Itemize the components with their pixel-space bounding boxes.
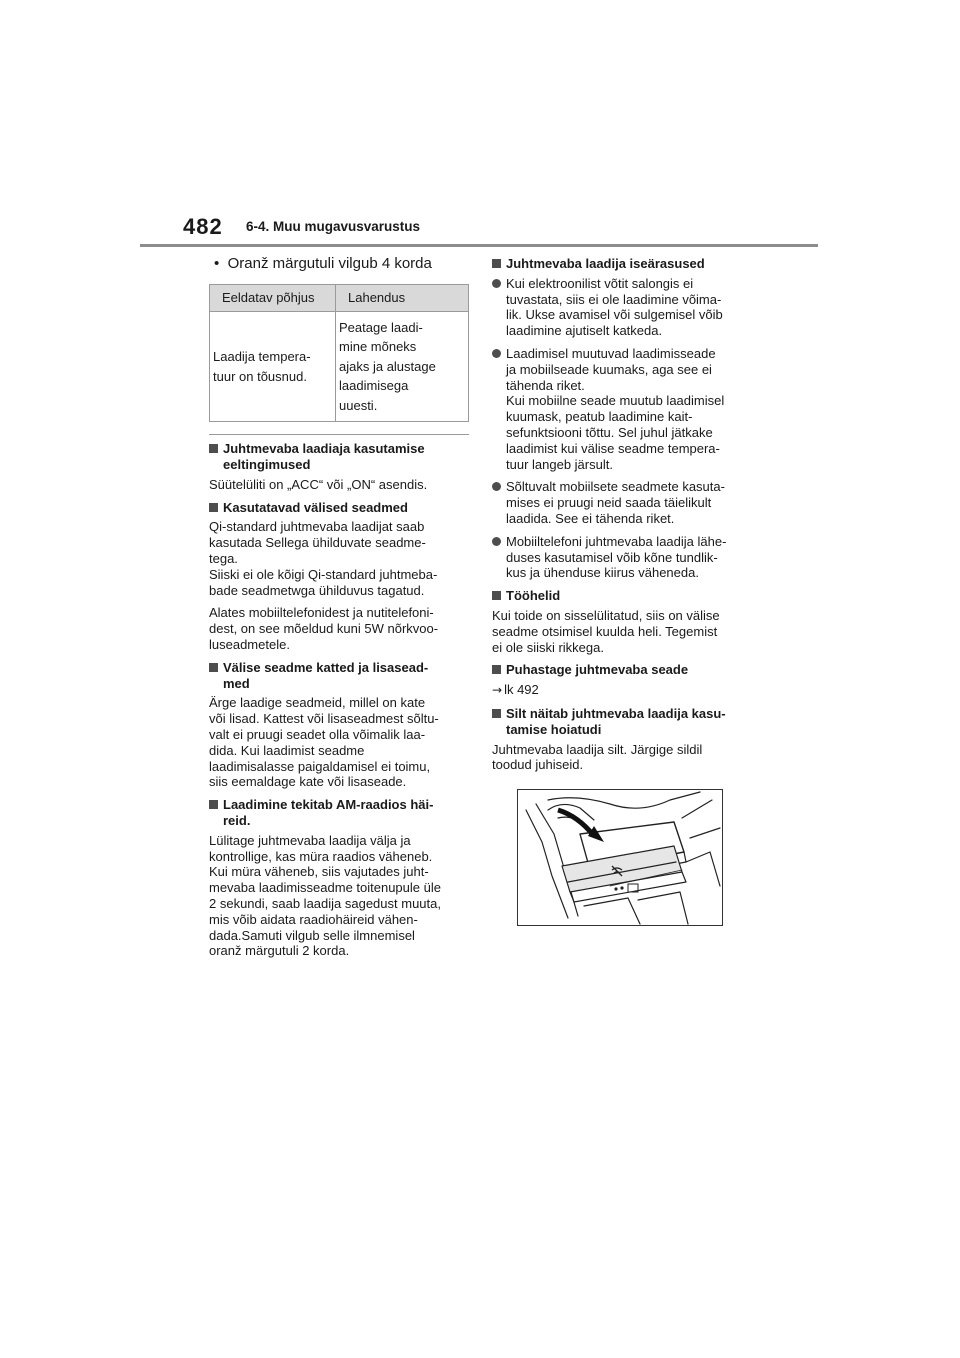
bullet-text: Oranž märgutuli vilgub 4 korda xyxy=(227,255,432,272)
table-cell-solution: Peatage laadi- mine mõneks ajaks ja alustage laadimisega uuesti. xyxy=(336,311,469,422)
square-bullet-icon xyxy=(209,660,223,692)
paragraph: Qi-standard juhtmevaba laadijat saab kasutada Sellega ühilduvate seadme- tega. Siiski ei ole kõigi Qi-standard juhtmeba- bade seadmetwga ühilduvus tagatud. xyxy=(209,519,438,598)
charger-console-drawing xyxy=(518,790,722,925)
list-item: Mobiiltelefoni juhtmevaba laadija lähe- duses kasutamisel võib kõne tundlik- kus ja ühenduse kiirus väheneda. xyxy=(492,534,752,581)
right-column xyxy=(492,256,752,926)
table-header-cause: Eeldatav põhjus xyxy=(210,284,336,311)
section-heading: Juhtmevaba laadija iseärasused xyxy=(492,256,752,272)
page-header xyxy=(183,214,823,248)
round-bullet-icon xyxy=(492,534,506,581)
page-reference[interactable] xyxy=(492,682,752,699)
paragraph: Kui toide on sisselülitatud, siis on välise seadme otsimisel kuulda heli. Tegemist ei ole siiski rikkega. xyxy=(492,607,720,655)
paragraph: Lülitage juhtmevaba laadija välja ja kontrollige, kas müra raadios väheneb. Kui müra väheneb, siis vajutades juht- mevaba laadimisseadme toitenupule üle 2 sekundi, saab laadija sagedust muuta, mis võib aidata raadiohäireid vähen- dada.Samuti vilgub selle ilmnemisel oranž märgutuli 2 korda. xyxy=(209,832,441,959)
square-bullet-icon xyxy=(492,588,506,604)
square-bullet-icon xyxy=(209,500,223,516)
blink-4-times-bullet: • Oranž märgutuli vilgub 4 korda xyxy=(214,255,432,272)
paragraph: Süütelüliti on „ACC“ või „ON“ asendis. xyxy=(209,476,428,492)
reference-arrow-icon: → xyxy=(492,683,503,698)
square-bullet-icon xyxy=(209,441,223,473)
section-covers-accessories xyxy=(209,660,469,790)
list-item: Sõltuvalt mobiilsete seadmete kasuta- mises ei pruugi neid saada täielikult laadida. See ei tähenda riket. xyxy=(492,479,752,526)
section-heading: Silt näitab juhtmevaba laadija kasu- tamise hoiatudi xyxy=(492,706,752,738)
paragraph: Juhtmevaba laadija silt. Järgige sildil toodud juhiseid. xyxy=(492,741,703,773)
round-bullet-icon xyxy=(492,346,506,472)
square-bullet-icon xyxy=(492,662,506,678)
section-heading: Juhtmevaba laadiaja kasutamise eeltingimused xyxy=(209,441,469,473)
reference-link[interactable]: lk 492 xyxy=(504,682,539,698)
section-heading: Tööhelid xyxy=(492,588,752,604)
section-cleaning xyxy=(492,662,752,699)
square-bullet-icon xyxy=(492,706,506,738)
paragraph: Alates mobiiltelefonidest ja nutitelefoni- dest, on see mõeldud kuni 5W nõrkvoo- luseadmetele. xyxy=(209,605,439,653)
list-item: Kui elektroonilist võtit salongis ei tuvastata, siis ei ole laadimine võima- lik. Ukse avamisel või sulgemisel võib laadimine ajutiselt katkeda. xyxy=(492,276,752,339)
round-bullet-icon xyxy=(492,276,506,339)
section-usable-devices xyxy=(209,500,469,653)
square-bullet-icon xyxy=(492,256,506,272)
wireless-charger-illustration xyxy=(517,789,723,926)
section-prerequisites xyxy=(209,441,469,492)
section-title: 6-4. Muu mugavusvarustus xyxy=(246,219,421,234)
section-heading: Välise seadme katted ja lisasead- med xyxy=(209,660,469,692)
paragraph: Ärge laadige seadmeid, millel on kate või lisad. Kattest või lisaseadmest sõltu- valt ei pruugi seadet olla võimalik laa- dida. Kui laadimist seadme laadimisalasse paigaldamisel ei toimu, siis eemaldage kate või lisaseade. xyxy=(209,695,439,790)
left-column xyxy=(209,256,469,966)
section-heading: Kasutatavad välised seadmed xyxy=(209,500,469,516)
section-heading: Laadimine tekitab AM-raadios häi- reid. xyxy=(209,797,469,829)
section-am-radio-interference xyxy=(209,797,469,959)
list-item: Laadimisel muutuvad laadimisseade ja mobiilseade kuumaks, aga see ei tähenda riket. Kui mobiilne seade muutub laadimisel kuumask, peatub laadimine kait- sefunktsiooni tõttu. Sel juhul jätkake laadimist kui välise seadme tempera- tuur langeb järsult. xyxy=(492,346,752,472)
section-warning-label xyxy=(492,706,752,773)
section-operating-sounds xyxy=(492,588,752,655)
cause-solution-table xyxy=(209,284,469,423)
table-header-solution: Lahendus xyxy=(336,284,469,311)
table-bottom-rule xyxy=(209,434,469,435)
table-cell-cause: Laadija tempera- tuur on tõusnud. xyxy=(210,311,336,422)
section-charger-features xyxy=(492,256,752,581)
page-number: 482 xyxy=(183,214,223,239)
round-bullet-icon xyxy=(492,479,506,526)
section-heading: Puhastage juhtmevaba seade xyxy=(492,662,752,678)
square-bullet-icon xyxy=(209,797,223,829)
header-rule xyxy=(140,244,818,247)
